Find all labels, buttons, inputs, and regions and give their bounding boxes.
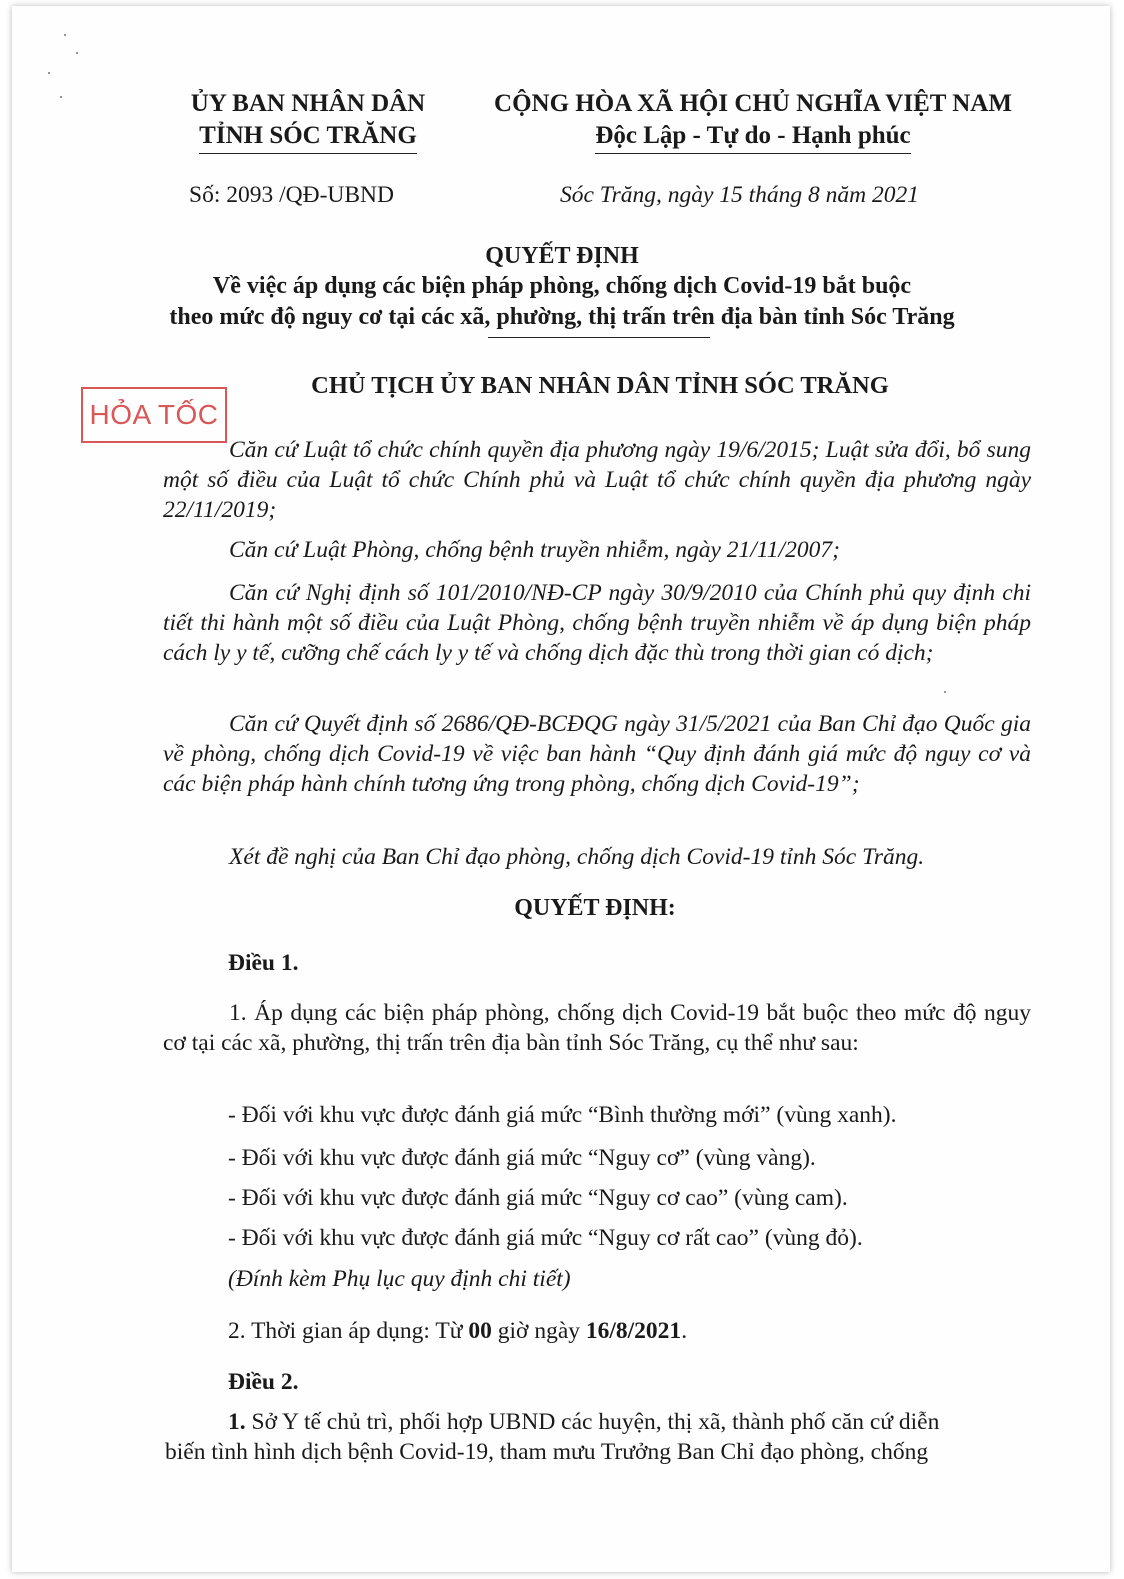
clause-2-end: . <box>681 1318 688 1344</box>
article-1-item-2: - Đối với khu vực được đánh giá mức “Nguy cơ” (vùng vàng). <box>228 1145 816 1171</box>
article-1-title: Điều 1. <box>228 950 299 976</box>
article-1-clause-2 <box>228 1316 687 1346</box>
urgent-stamp: HỎA TỐC <box>81 387 227 443</box>
decision-subject-line1: Về việc áp dụng các biện pháp phòng, chống dịch Covid-19 bắt buộc <box>212 273 912 299</box>
clause-2-hour: 00 <box>468 1318 492 1344</box>
article-1-clause-1: 1. Áp dụng các biện pháp phòng, chống dịch Covid-19 bắt buộc theo mức độ nguy cơ tại các xã, phường, thị trấn trên địa bàn tỉnh Sóc Trăng, cụ thể như sau: <box>163 1000 1031 1056</box>
article-1-item-1: - Đối với khu vực được đánh giá mức “Bình thường mới” (vùng xanh). <box>228 1102 897 1128</box>
clause-2-date: 16/8/2021 <box>585 1318 682 1344</box>
issuing-authority: CHỦ TỊCH ỦY BAN NHÂN DÂN TỈNH SÓC TRĂNG <box>311 372 889 399</box>
decision-subject-line2: theo mức độ nguy cơ tại các xã, phường, thị trấn trên địa bàn tỉnh Sóc Trăng <box>169 304 955 330</box>
title-underline <box>488 337 710 338</box>
article-2-clause-1-line2: biến tình hình dịch bệnh Covid-19, tham mưu Trưởng Ban Chỉ đạo phòng, chống <box>165 1439 929 1465</box>
place-date: Sóc Trăng, ngày 15 tháng 8 năm 2021 <box>560 182 920 208</box>
agency-name-line2 <box>168 122 448 154</box>
preamble-1: Căn cứ Luật tổ chức chính quyền địa phương ngày 19/6/2015; Luật sửa đổi, bổ sung một số điều của Luật tổ chức Chính phủ và Luật tổ chức chính quyền địa phương ngày 22/11/2019; <box>163 437 1031 523</box>
clause-2-prefix: 2. Thời gian áp dụng: Từ <box>228 1318 469 1344</box>
decision-clause-heading: QUYẾT ĐỊNH: <box>514 895 676 921</box>
article-1-item-4: - Đối với khu vực được đánh giá mức “Nguy cơ rất cao” (vùng đỏ). <box>228 1225 863 1251</box>
clause-2-mid: giờ ngày <box>491 1318 586 1344</box>
nation-title: CỘNG HÒA XÃ HỘI CHỦ NGHĨA VIỆT NAM <box>494 90 1012 117</box>
preamble-2: Căn cứ Luật Phòng, chống bệnh truyền nhiễm, ngày 21/11/2007; <box>229 537 840 563</box>
nation-motto-text: Độc Lập - Tự do - Hạnh phúc <box>595 122 910 154</box>
preamble-3: Căn cứ Nghị định số 101/2010/NĐ-CP ngày 30/9/2010 của Chính phủ quy định chi tiết thi hành một số điều của Luật Phòng, chống bệnh truyền nhiễm về áp dụng biện pháp cách ly y tế, cưỡng chế cách ly y tế và chống dịch đặc thù trong thời gian có dịch; <box>163 580 1031 666</box>
agency-name-line1: ỦY BAN NHÂN DÂN <box>190 90 426 117</box>
nation-motto <box>488 122 1018 154</box>
agency-name-line2-text: TỈNH SÓC TRĂNG <box>199 122 417 154</box>
preamble-5: Xét đề nghị của Ban Chỉ đạo phòng, chống dịch Covid-19 tỉnh Sóc Trăng. <box>229 844 925 870</box>
preamble-4: Căn cứ Quyết định số 2686/QĐ-BCĐQG ngày 31/5/2021 của Ban Chỉ đạo Quốc gia về phòng, chống dịch Covid-19 về việc ban hành “Quy định đánh giá mức độ nguy cơ và các biện pháp hành chính tương ứng trong phòng, chống dịch Covid-19”; <box>163 711 1031 797</box>
decision-heading: QUYẾT ĐỊNH <box>485 243 639 269</box>
article-1-item-3: - Đối với khu vực được đánh giá mức “Nguy cơ cao” (vùng cam). <box>228 1185 848 1211</box>
article-2-clause-1-line1 <box>228 1407 939 1437</box>
article-2-clause-1-number: 1. <box>228 1409 246 1435</box>
article-1-note: (Đính kèm Phụ lục quy định chi tiết) <box>228 1266 571 1292</box>
article-2-title: Điều 2. <box>228 1369 299 1395</box>
document-number: Số: 2093 /QĐ-UBND <box>189 182 394 208</box>
article-2-clause-1-text: Sở Y tế chủ trì, phối hợp UBND các huyện, thị xã, thành phố căn cứ diễn <box>245 1409 940 1435</box>
